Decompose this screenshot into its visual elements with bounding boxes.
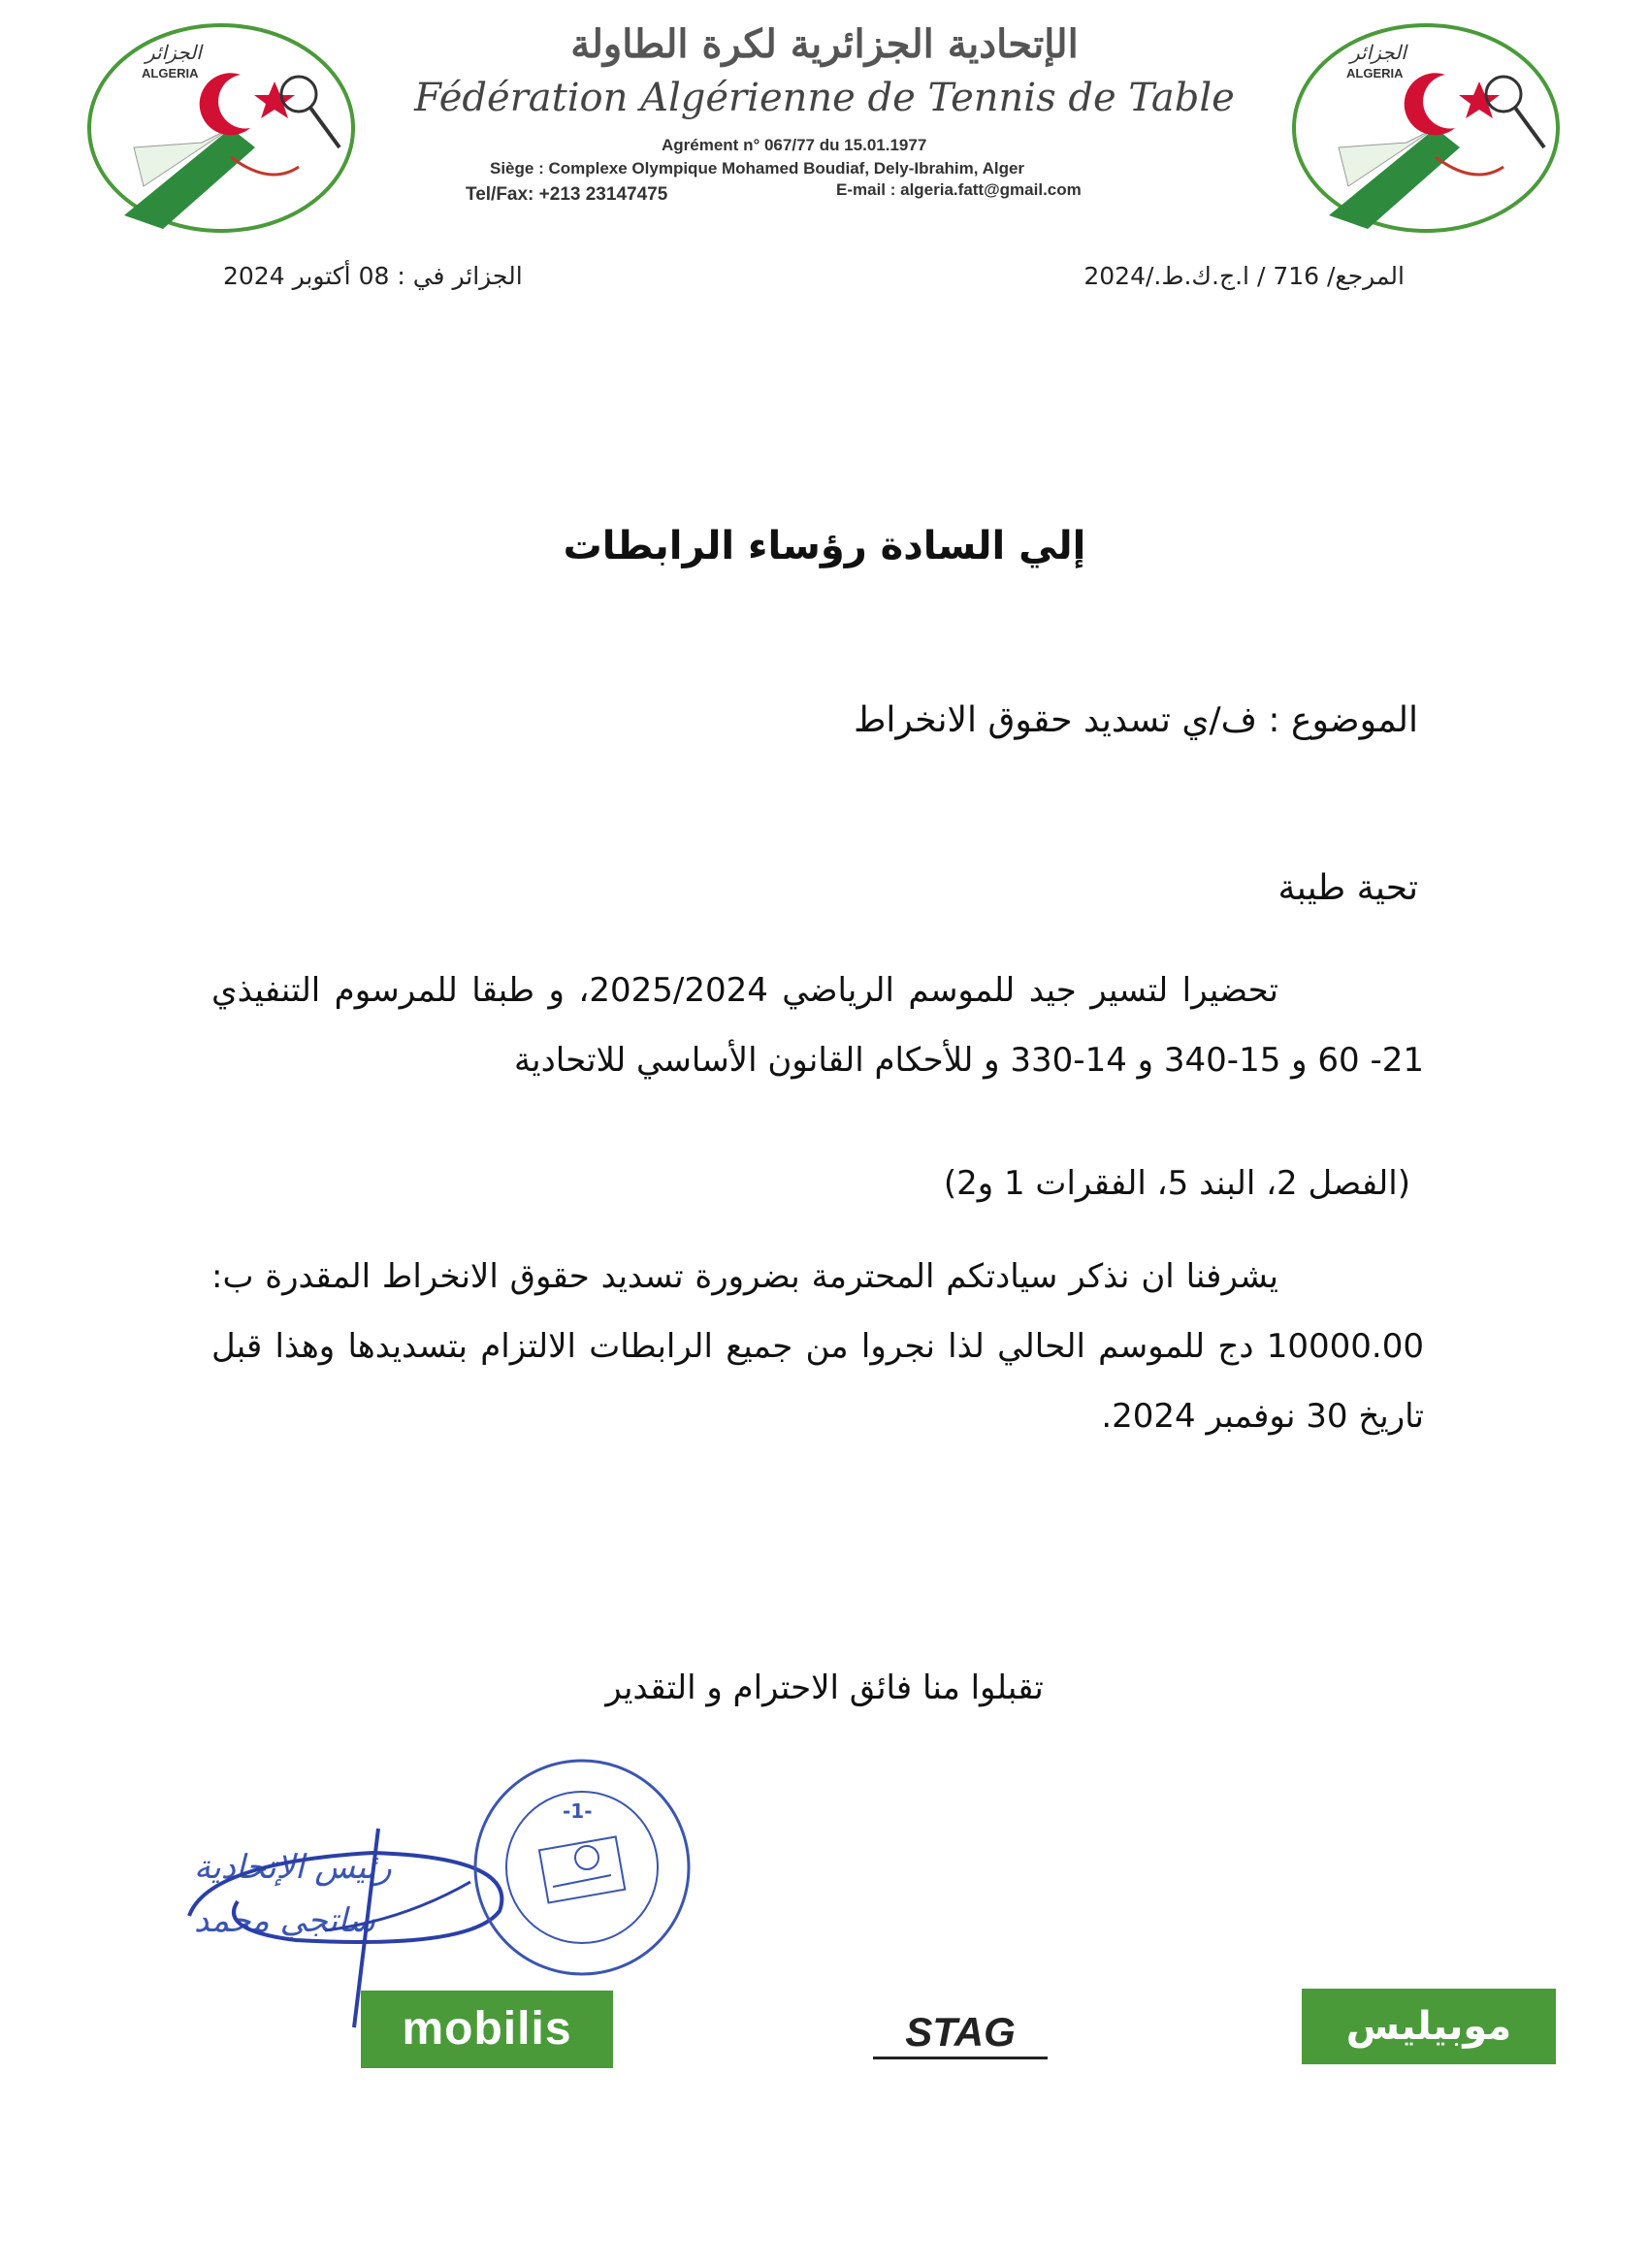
signature-title: رئيس الإتحادية	[194, 1848, 392, 1887]
federation-logo-right	[1290, 21, 1562, 235]
header-agrement: Agrément n° 067/77 du 15.01.1977	[662, 136, 927, 154]
sponsor-logo-stag: STAG	[873, 2008, 1048, 2059]
logo-label-en: ALGERIA	[142, 66, 199, 81]
paragraph-1	[211, 956, 1424, 1095]
addressee: إلي السادة رؤساء الرابطات	[563, 524, 1086, 568]
logo-label-ar: الجزائر	[1350, 41, 1406, 64]
header-telfax: Tel/Fax: +213 23147475	[466, 184, 668, 205]
paragraph-2	[211, 1242, 1424, 1451]
letter-reference: المرجع/ 716 / ا.ج.ك.ط./2024	[1083, 262, 1405, 290]
paragraph-1-text: تحضيرا لتسير جيد للموسم الرياضي 2025/2024، و طبقا للمرسوم التنفيذي 21- 60 و 15-340 و 14-330 و للأحكام القانون الأساسي للاتحادية	[211, 971, 1424, 1080]
header-arabic-name: الإتحادية الجزائرية لكرة الطاولة	[570, 21, 1079, 67]
official-stamp	[466, 1751, 698, 1984]
logo-label-en: ALGERIA	[1346, 66, 1404, 81]
greeting: تحية طيبة	[1277, 868, 1418, 908]
paragraph-1-reference: (الفصل 2، البند 5، الفقرات 1 و2)	[943, 1164, 1410, 1203]
logo-label-ar: الجزائر	[146, 41, 202, 64]
sponsor-logo-mobilis-ar: موبيليس	[1302, 1989, 1556, 2064]
letter-subject: الموضوع : ف/ي تسديد حقوق الانخراط	[854, 700, 1418, 740]
sponsor-logo-mobilis: mobilis	[361, 1991, 613, 2068]
header-siege: Siège : Complexe Olympique Mohamed Boudiaf, Dely-Ibrahim, Alger	[490, 159, 1025, 178]
signature-name: ساتجي محمد	[194, 1901, 376, 1940]
header-french-name: Fédération Algérienne de Tennis de Table	[414, 76, 1235, 120]
federation-logo-left	[85, 21, 357, 235]
stamp-number: -1-	[563, 1799, 593, 1823]
letter-date: الجزائر في : 08 أكتوبر 2024	[223, 262, 523, 290]
header-email: E-mail : algeria.fatt@gmail.com	[836, 180, 1082, 199]
paragraph-2-text: يشرفنا ان نذكر سيادتكم المحترمة بضرورة تسديد حقوق الانخراط المقدرة ب: 10000.00 دج للموسم الحالي لذا نجروا من جميع الرابطات الالتزام بتسديدها وهذا قبل تاريخ 30 نوفمبر 2024.	[211, 1257, 1424, 1436]
closing-formula: تقبلوا منا فائق الاحترام و التقدير	[605, 1669, 1044, 1707]
